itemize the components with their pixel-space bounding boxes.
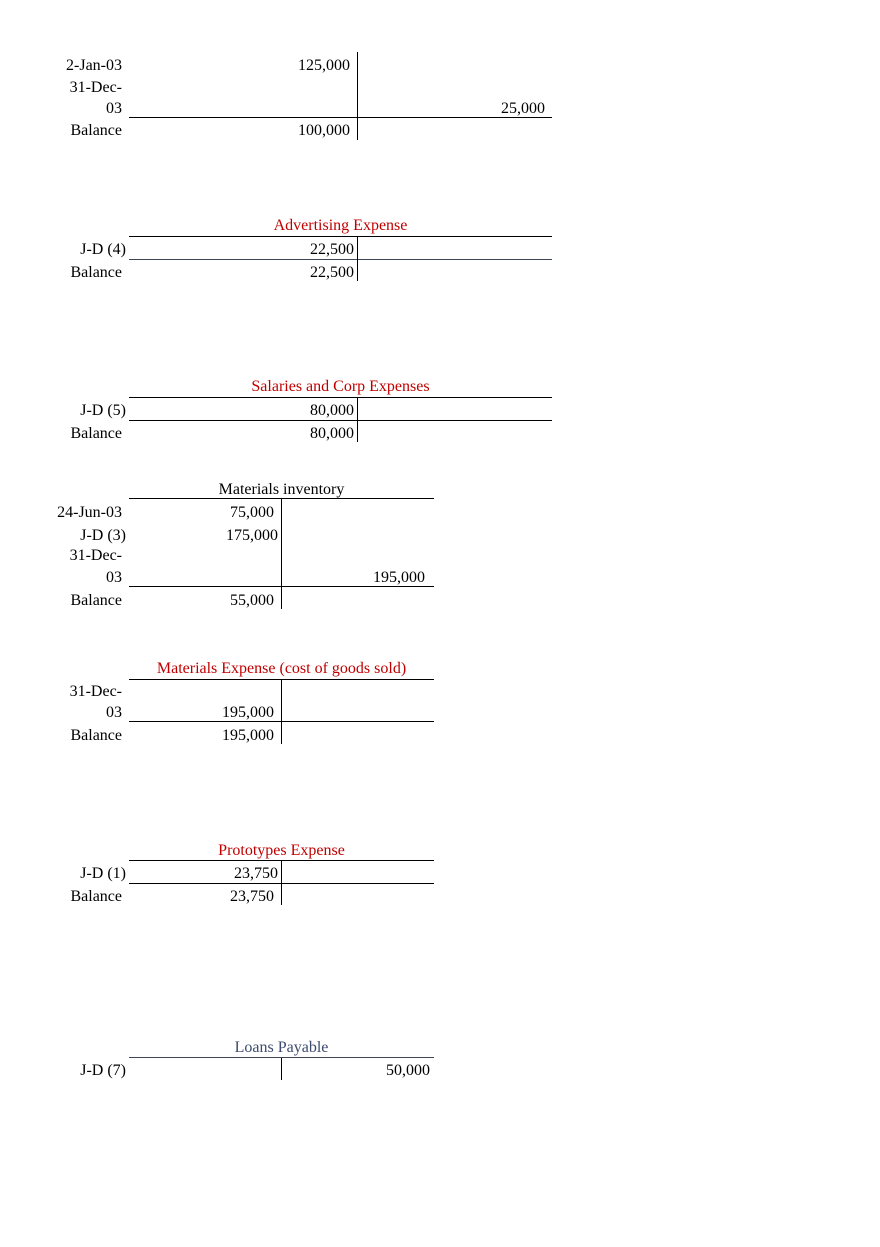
account-title: Materials inventory: [218, 481, 345, 498]
row-label: 03: [106, 569, 122, 586]
t-account-divider: [281, 680, 282, 744]
t-account-divider: [281, 1058, 282, 1080]
t-account-divider: [281, 861, 282, 905]
row-label: 2-Jan-03: [66, 57, 122, 74]
row-label: J-D (5): [80, 402, 126, 419]
debit-value: 195,000: [222, 727, 274, 744]
row-label: J-D (4): [80, 241, 126, 258]
row-label: Balance: [70, 264, 122, 281]
title-rule: [129, 236, 552, 237]
title-rule: [129, 397, 552, 398]
row-label: 31-Dec-: [69, 683, 122, 700]
debit-value: 80,000: [310, 425, 354, 442]
row-label: 31-Dec-: [69, 79, 122, 96]
credit-value: 195,000: [373, 569, 425, 586]
row-label: Balance: [70, 592, 122, 609]
t-account-divider: [357, 52, 358, 140]
row-label: Balance: [70, 425, 122, 442]
account-title: Materials Expense (cost of goods sold): [156, 660, 407, 677]
account-title: Prototypes Expense: [218, 842, 345, 859]
row-label: 03: [106, 100, 122, 117]
row-label: J-D (3): [80, 527, 126, 544]
row-label: J-D (7): [80, 1062, 126, 1079]
total-rule: [129, 420, 552, 421]
debit-value: 100,000: [298, 122, 350, 139]
row-label: 03: [106, 704, 122, 721]
debit-value: 23,750: [234, 865, 278, 882]
account-title: Loans Payable: [234, 1039, 329, 1056]
debit-value: 80,000: [310, 402, 354, 419]
credit-value: 50,000: [386, 1062, 430, 1079]
row-label: 24-Jun-03: [57, 504, 122, 521]
debit-value: 175,000: [226, 527, 278, 544]
t-account-divider: [281, 499, 282, 609]
row-label: Balance: [70, 727, 122, 744]
debit-value: 195,000: [222, 704, 274, 721]
row-label: Balance: [70, 888, 122, 905]
account-title: Advertising Expense: [273, 217, 408, 234]
t-account-divider: [357, 398, 358, 442]
credit-value: 25,000: [501, 100, 545, 117]
debit-value: 55,000: [230, 592, 274, 609]
total-rule: [129, 259, 552, 260]
row-label: J-D (1): [80, 865, 126, 882]
debit-value: 75,000: [230, 504, 274, 521]
row-label: Balance: [70, 122, 122, 139]
debit-value: 23,750: [230, 888, 274, 905]
account-title: Salaries and Corp Expenses: [251, 378, 430, 395]
row-label: 31-Dec-: [69, 547, 122, 564]
debit-value: 22,500: [310, 264, 354, 281]
t-account-divider: [357, 237, 358, 281]
total-rule: [129, 117, 552, 118]
debit-value: 22,500: [310, 241, 354, 258]
debit-value: 125,000: [298, 57, 350, 74]
